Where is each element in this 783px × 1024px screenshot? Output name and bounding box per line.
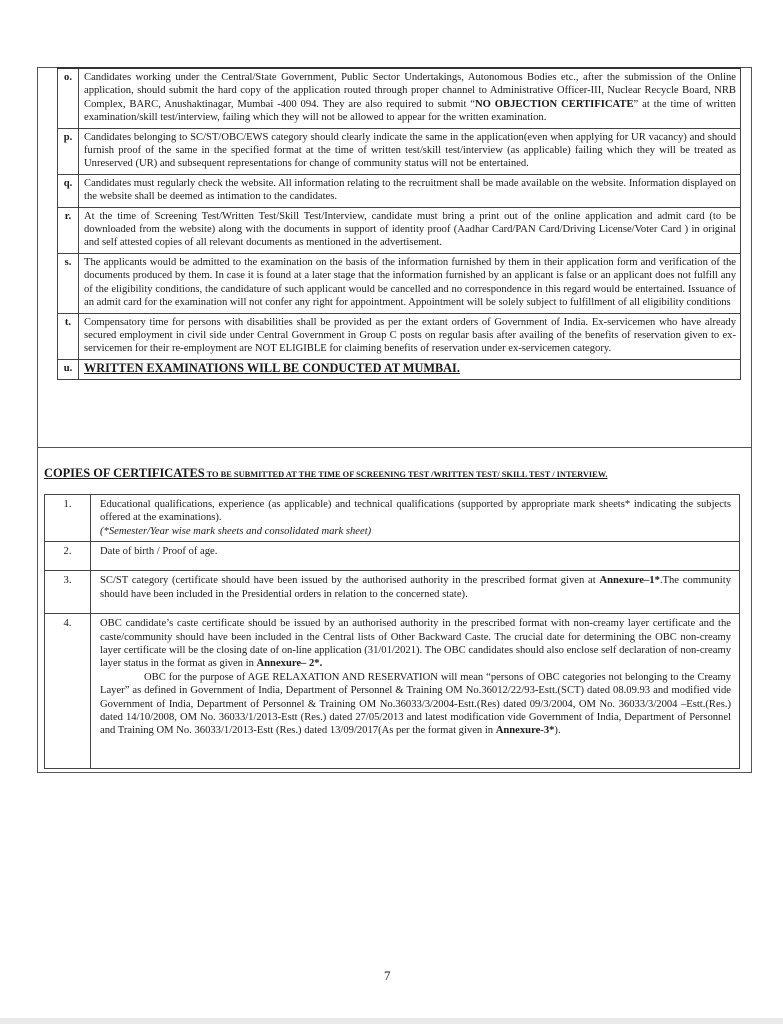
no-objection-certificate: NO OBJECTION CERTIFICATE <box>475 98 634 110</box>
certificate-row-2 <box>45 542 740 571</box>
instruction-row-o <box>58 68 741 128</box>
row-text: Date of birth / Proof of age. <box>91 542 740 571</box>
instruction-row-r <box>58 207 741 253</box>
row-text: Educational qualifications, experience (as applicable) and technical qualifications (supported by appropriate mark sheets* indicating the subjects offered at the examinations). (*Semester/Year wise mark sheets and consolidated mark sheet) <box>91 495 740 542</box>
item-text: Compensatory time for persons with disabilities shall be provided as per the extant orders of Government of India. Ex-servicemen who have already secured employment in civil side under Central Government in Group C posts on regular basis after availing of the benefits of reservation given to ex-servicemen for their re-employment are NOT ELIGIBLE for claiming benefits of reservation under ex-servicemen category. <box>79 313 741 359</box>
row-number: 4. <box>45 614 91 769</box>
item-label: o. <box>58 68 79 128</box>
row-number: 3. <box>45 571 91 614</box>
item-text: Candidates must regularly check the website. All information relating to the recruitment shall be made available on the website. Information displayed on the website shall be deemed as intimation to the candidates. <box>79 174 741 207</box>
row-number: 2. <box>45 542 91 571</box>
item-text: At the time of Screening Test/Written Test/Skill Test/Interview, candidate must bring a print out of the online application and admit card (to be downloaded from the website) along with the documents in support of identity proof (Aadhar Card/PAN Card/Driving License/Voter Card ) in original and self attested copies of all relevant documents as mentioned in the advertisement. <box>79 207 741 253</box>
instruction-row-p <box>58 128 741 174</box>
instruction-row-s <box>58 253 741 313</box>
item-text: The applicants would be admitted to the examination on the basis of the information furnished by them in their application form and verification of the documents produced by them. In case it is found at a later stage that the information furnished by an applicant is false or an applicant does not fulfill any of the eligibility conditions, the candidature of such applicant would be cancelled and no correspondence in this regard would be entertained. Issuance of an admit card for the examination will not confer any right for appointment. Appointment will be solely subject to fulfillment of all eligibility conditions <box>79 253 741 313</box>
instructions-table <box>57 67 741 380</box>
certificate-row-1 <box>45 495 740 542</box>
page-number: 7 <box>384 968 391 983</box>
written-exam-notice: WRITTEN EXAMINATIONS WILL BE CONDUCTED AT MUMBAI. <box>84 360 460 375</box>
item-text: Candidates belonging to SC/ST/OBC/EWS category should clearly indicate the same in the application(even when applying for UR vacancy) and should furnish proof of the same in the specified format at the time of written test/skill test/interview (as applicable) failing which they will be treated as Unreserved (UR) and subsequent representations for change of community status will not be entertained. <box>79 128 741 174</box>
annexure-1: Annexure–1* <box>599 575 660 587</box>
item-text <box>79 359 741 379</box>
certificates-table <box>44 494 740 769</box>
certificates-heading: COPIES OF CERTIFICATES TO BE SUBMITTED AT THE TIME OF SCREENING TEST /WRITTEN TEST/ SKILL TEST / INTERVIEW. <box>44 466 608 480</box>
row-number: 1. <box>45 495 91 542</box>
row-text: SC/ST category (certificate should have been issued by the authorised authority in the prescribed format given at Annexure–1*.The community should have been included in the Presidential orders in relation to the concerned state). <box>91 571 740 614</box>
instruction-row-u <box>58 359 741 379</box>
annexure-3: Annexure-3* <box>495 725 555 737</box>
certificate-row-4 <box>45 614 740 769</box>
instruction-row-t <box>58 313 741 359</box>
item-label: t. <box>58 313 79 359</box>
mark-sheet-note: (*Semester/Year wise mark sheets and consolidated mark sheet) <box>100 525 372 537</box>
certificate-row-3 <box>45 571 740 614</box>
item-label: q. <box>58 174 79 207</box>
item-label: r. <box>58 207 79 253</box>
item-label: u. <box>58 359 79 379</box>
item-label: p. <box>58 128 79 174</box>
viewer-bottom-edge <box>0 1018 783 1024</box>
section-divider <box>37 447 752 448</box>
item-text: Candidates working under the Central/State Government, Public Sector Undertakings, Autonomous Bodies etc., after the submission of the Online application, should submit the hard copy of the application routed through proper channel to Administrative Officer-III, Nuclear Recycle Board, NRB Complex, BARC, Anushaktinagar, Mumbai -400 094. They are also required to submit “NO OBJECTION CERTIFICATE” at the time of written examination/skill test/interview, failing which they will not be allowed to appear for the written examination. <box>79 68 741 128</box>
row-text: OBC candidate’s caste certificate should be issued by an authorised authority in the prescribed format with non-creamy layer certificate and the caste/community should have been included in the Central lists of Other Backward Caste. The crucial date for determining the OBC non-creamy layer certificate will be the closing date of on-line application (31/01/2021). The OBC candidates should also enclose self declaration of non-creamy layer status in the format as given in Annexure– 2*. OBC for the purpose of AGE RELAXATION AND RESERVATION will mean “persons of OBC categories not belonging to the Creamy Layer” as defined in Government of India, Department of Personnel & Training OM No.36012/22/93-Estt.(SCT) dated 08.09.93 and modified vide Government of India, Department of Personnel & Training OM No.36033/3/2004-Estt.(Res) dated 09/3/2004, OM No. 36033/3/2004 –Estt.(Res.) dated 14/10/2008, OM No. 36033/1/2013-Estt (Res.) dated 27/05/2013 and latest modification vide Government of India, Department of Personnel and Training OM No. 36033/1/2013-Estt (Res.) dated 13/09/2017(As per the format given in Annexure-3*). <box>91 614 740 769</box>
annexure-2: Annexure– 2*. <box>256 658 323 670</box>
item-label: s. <box>58 253 79 313</box>
instruction-row-q <box>58 174 741 207</box>
